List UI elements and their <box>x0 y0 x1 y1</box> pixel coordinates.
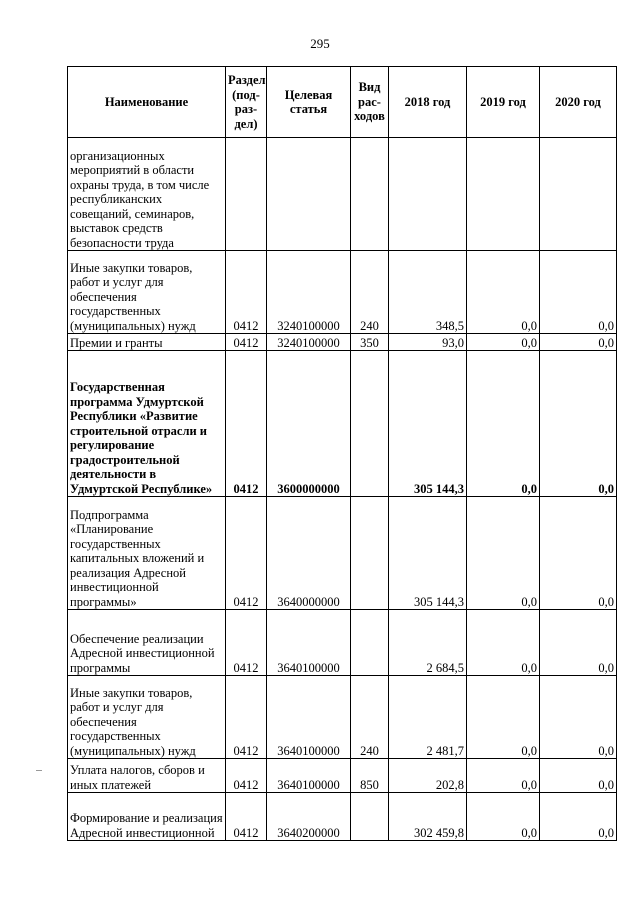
row-2019: 0,0 <box>467 497 540 610</box>
row-type <box>351 793 389 841</box>
header-2018: 2018 год <box>389 67 467 138</box>
row-2019: 0,0 <box>467 759 540 793</box>
row-article: 3640100000 <box>267 759 351 793</box>
table-row <box>68 351 617 497</box>
row-name: организационных мероприятий в области охраны труда, в том числе республиканских совещаний, семинаров, выставок средств безопасности труда <box>68 138 226 251</box>
row-name: Иные закупки товаров, работ и услуг для обеспечения государственных (муниципальных) нужд <box>68 676 226 759</box>
row-type: 350 <box>351 334 389 351</box>
row-section: 0412 <box>226 351 267 497</box>
row-section <box>226 138 267 251</box>
row-section: 0412 <box>226 610 267 676</box>
header-section: Раздел (под-раз-дел) <box>226 67 267 138</box>
row-2018: 302 459,8 <box>389 793 467 841</box>
row-name: Уплата налогов, сборов и иных платежей <box>68 759 226 793</box>
row-2019: 0,0 <box>467 610 540 676</box>
row-2019: 0,0 <box>467 334 540 351</box>
row-2020: 0,0 <box>540 497 617 610</box>
row-name: Формирование и реализация Адресной инвестиционной <box>68 793 226 841</box>
row-2018: 348,5 <box>389 251 467 334</box>
row-section: 0412 <box>226 793 267 841</box>
row-article: 3640200000 <box>267 793 351 841</box>
row-2018: 202,8 <box>389 759 467 793</box>
row-section: 0412 <box>226 334 267 351</box>
table-row <box>68 610 617 676</box>
table-row <box>68 138 617 251</box>
row-2018: 305 144,3 <box>389 497 467 610</box>
row-2020: 0,0 <box>540 334 617 351</box>
row-type <box>351 497 389 610</box>
row-2020: 0,0 <box>540 676 617 759</box>
row-article: 3240100000 <box>267 334 351 351</box>
header-2020: 2020 год <box>540 67 617 138</box>
row-section: 0412 <box>226 497 267 610</box>
row-2019: 0,0 <box>467 793 540 841</box>
row-2019: 0,0 <box>467 351 540 497</box>
row-name: Иные закупки товаров, работ и услуг для обеспечения государственных (муниципальных) нужд <box>68 251 226 334</box>
header-article: Целевая статья <box>267 67 351 138</box>
margin-mark <box>36 770 42 771</box>
row-2018: 305 144,3 <box>389 351 467 497</box>
header-type: Вид рас-ходов <box>351 67 389 138</box>
row-2018 <box>389 138 467 251</box>
row-type <box>351 351 389 497</box>
row-name: Обеспечение реализации Адресной инвестиционной программы <box>68 610 226 676</box>
table-row <box>68 251 617 334</box>
row-type: 240 <box>351 676 389 759</box>
row-article: 3240100000 <box>267 251 351 334</box>
row-2020: 0,0 <box>540 793 617 841</box>
row-2019: 0,0 <box>467 676 540 759</box>
row-2018: 93,0 <box>389 334 467 351</box>
row-2020: 0,0 <box>540 351 617 497</box>
row-section: 0412 <box>226 676 267 759</box>
table-row <box>68 676 617 759</box>
row-2020: 0,0 <box>540 759 617 793</box>
table-row <box>68 497 617 610</box>
row-2019 <box>467 138 540 251</box>
row-name: Подпрограмма «Планирование государственных капитальных вложений и реализация Адресной инвестиционной программы» <box>68 497 226 610</box>
row-article: 3640100000 <box>267 676 351 759</box>
row-name: Премии и гранты <box>68 334 226 351</box>
budget-table <box>67 66 617 841</box>
table-row <box>68 334 617 351</box>
row-article: 3600000000 <box>267 351 351 497</box>
row-article <box>267 138 351 251</box>
page-number: 295 <box>310 36 330 51</box>
row-article: 3640100000 <box>267 610 351 676</box>
row-section: 0412 <box>226 759 267 793</box>
row-2020: 0,0 <box>540 610 617 676</box>
row-section: 0412 <box>226 251 267 334</box>
row-type: 850 <box>351 759 389 793</box>
header-2019: 2019 год <box>467 67 540 138</box>
row-type: 240 <box>351 251 389 334</box>
table-row <box>68 759 617 793</box>
row-2020 <box>540 138 617 251</box>
row-type <box>351 610 389 676</box>
row-article: 3640000000 <box>267 497 351 610</box>
row-type <box>351 138 389 251</box>
header-name: Наименование <box>68 67 226 138</box>
row-2019: 0,0 <box>467 251 540 334</box>
row-name: Государственная программа Удмуртской Республики «Развитие строительной отрасли и регулирование градостроительной деятельности в Удмуртской Республике» <box>68 351 226 497</box>
header-row <box>68 67 617 138</box>
row-2018: 2 481,7 <box>389 676 467 759</box>
table-row <box>68 793 617 841</box>
row-2018: 2 684,5 <box>389 610 467 676</box>
row-2020: 0,0 <box>540 251 617 334</box>
